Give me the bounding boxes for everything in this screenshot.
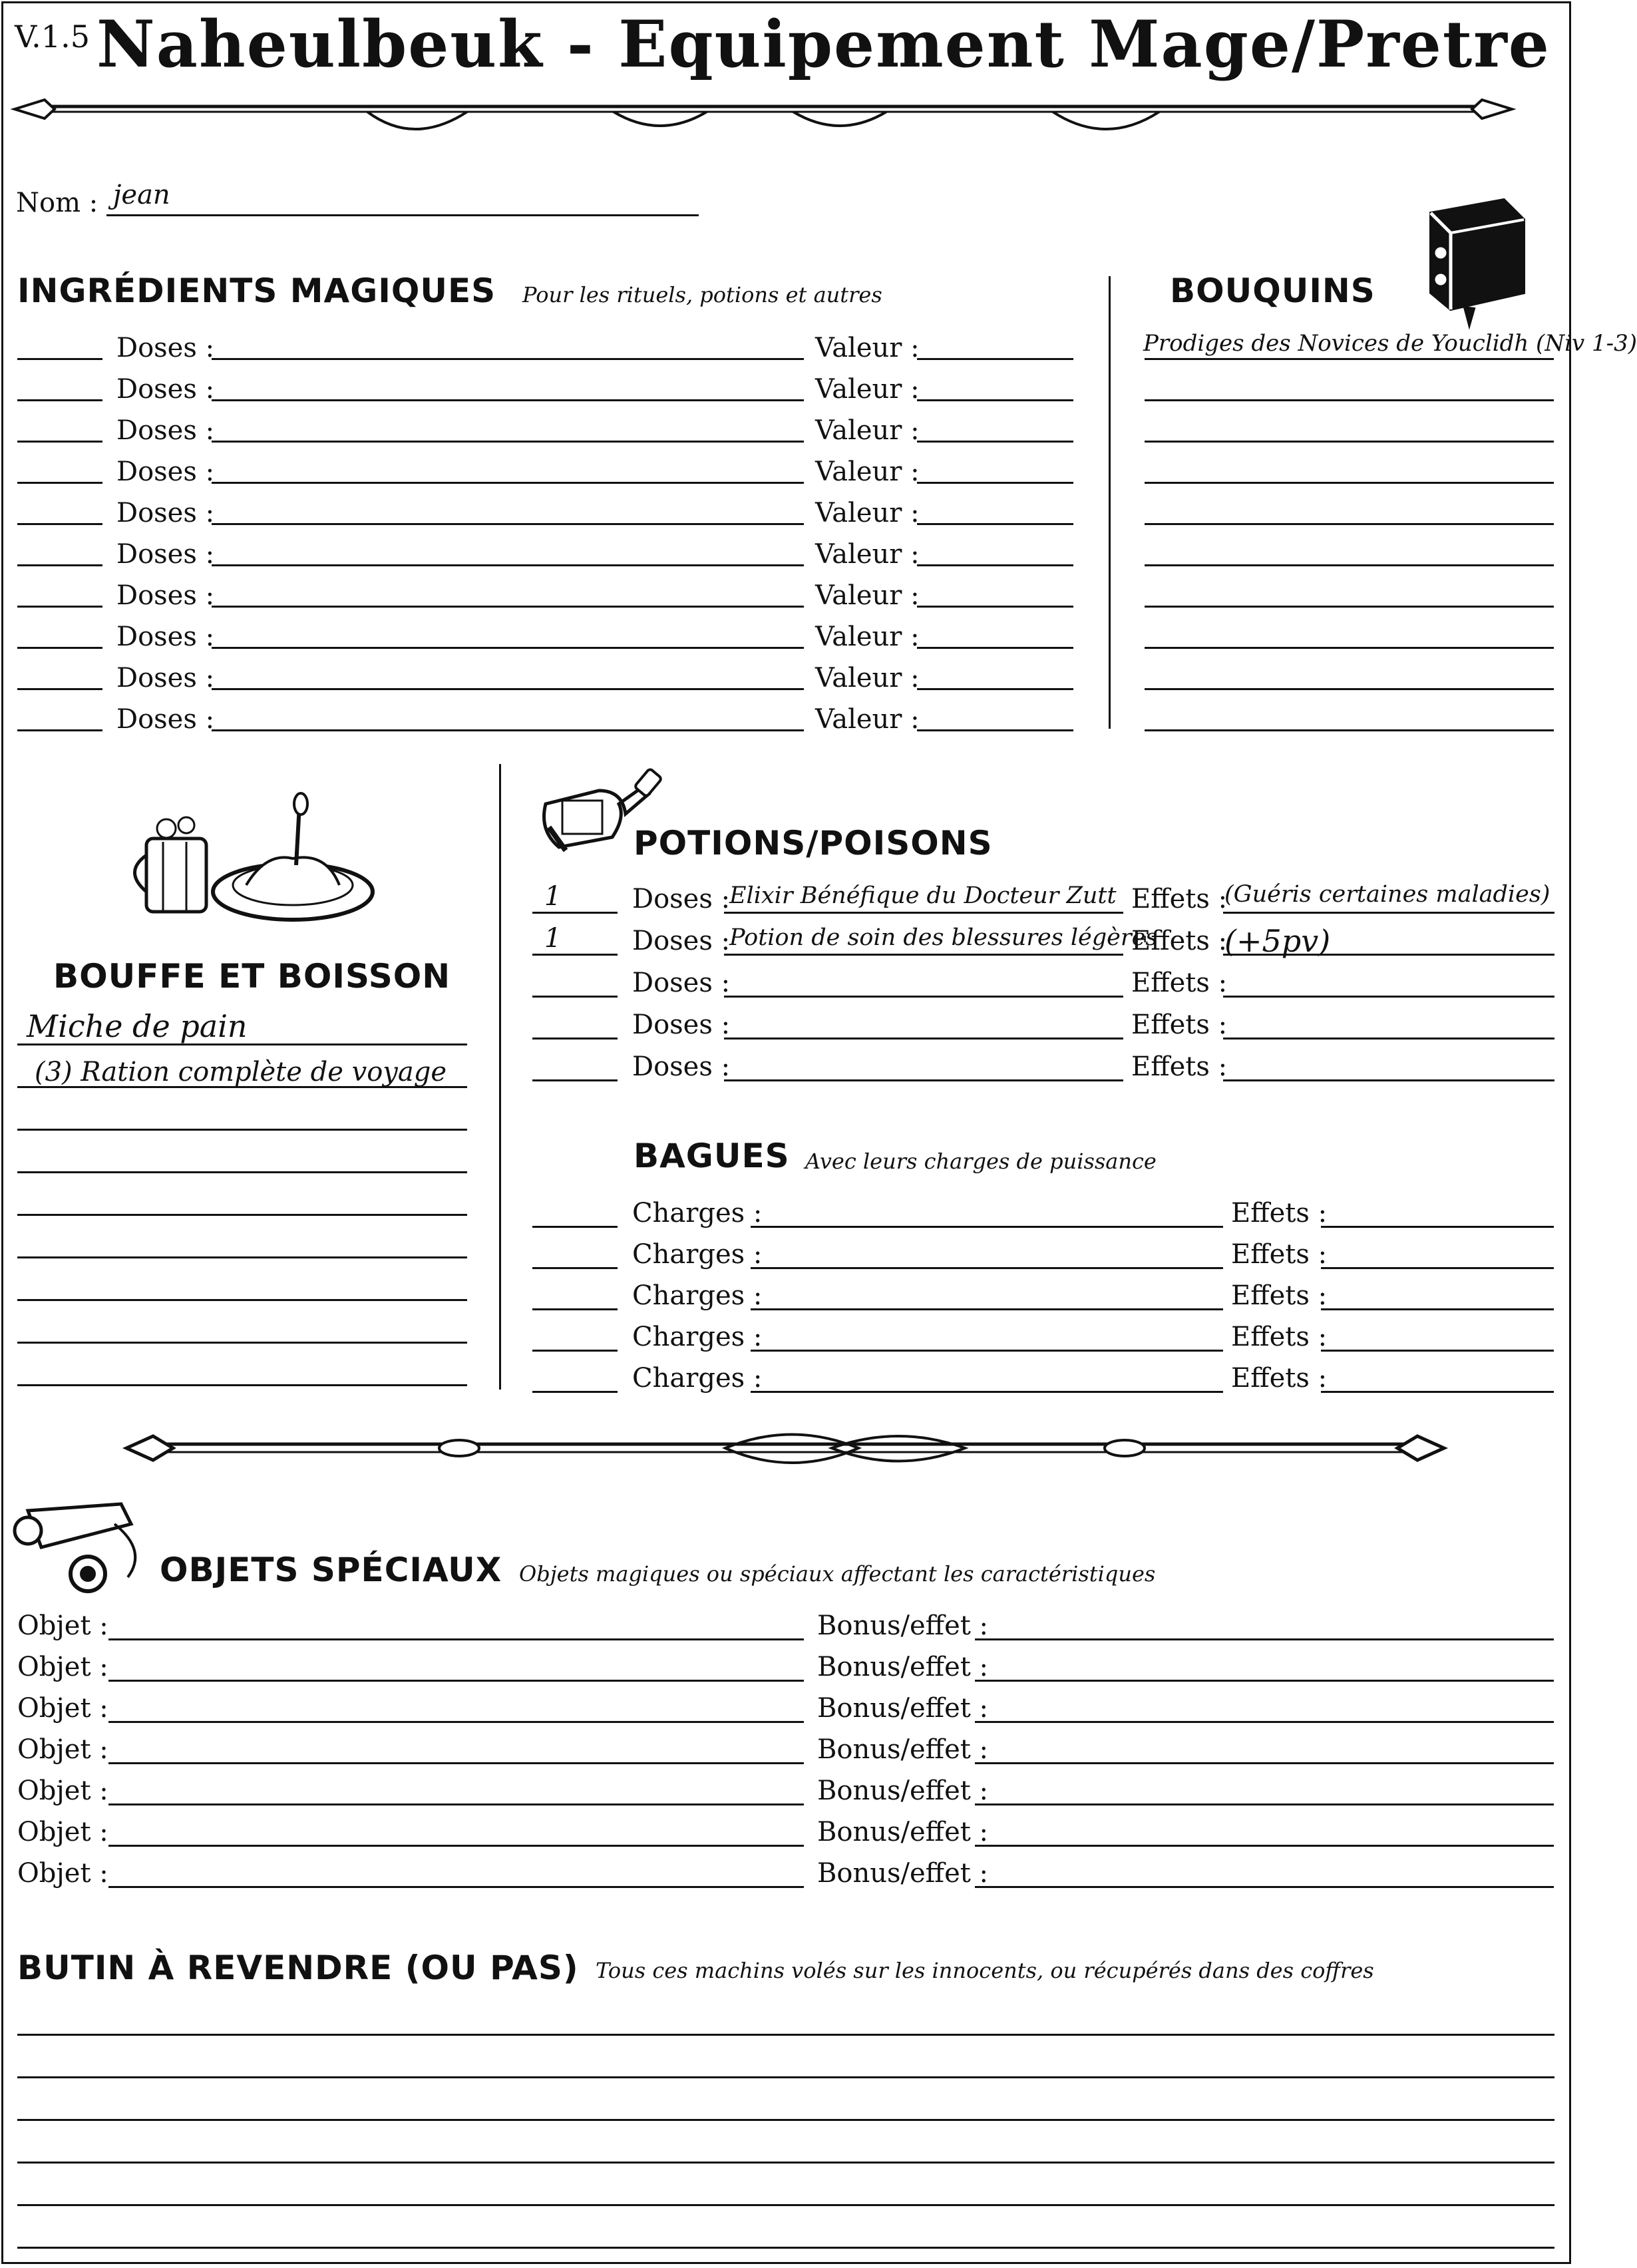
bouquin-line[interactable]: [1145, 688, 1554, 690]
page-title: Naheulbeuk - Equipement Mage/Pretre: [96, 7, 1550, 82]
ingredient-value-label: Valeur :: [815, 374, 920, 405]
special-bonus-label: Bonus/effet :: [817, 1817, 989, 1847]
potion-effect-line[interactable]: [1223, 996, 1554, 998]
food-heading: BOUFFE ET BOISSON: [53, 957, 451, 996]
food-line[interactable]: [17, 1043, 467, 1045]
name-label: Nom :: [16, 188, 98, 218]
food-line[interactable]: [17, 1384, 467, 1386]
potion-effects-label: Effets :: [1131, 884, 1228, 914]
ingredient-doses-label: Doses :: [116, 498, 215, 528]
ring-qty-line[interactable]: [532, 1308, 618, 1310]
food-entry-1[interactable]: Miche de pain: [27, 1008, 248, 1044]
ingredient-doses-label: Doses :: [116, 333, 215, 363]
potion-qty-line[interactable]: [532, 1038, 618, 1040]
ingredient-value-line[interactable]: [917, 647, 1073, 649]
staff-divider-icon: [126, 1424, 1444, 1484]
ingredient-value-line[interactable]: [917, 688, 1073, 690]
potion-name-line[interactable]: [724, 954, 1123, 956]
loot-line[interactable]: [17, 2034, 1554, 2036]
ingredients-heading: INGRÉDIENTS MAGIQUES: [17, 272, 496, 310]
ingredient-qty-line[interactable]: [17, 523, 102, 525]
special-bonus-label: Bonus/effet :: [817, 1693, 989, 1724]
ingredient-doses-label: Doses :: [116, 622, 215, 652]
ring-effect-line[interactable]: [1321, 1226, 1554, 1228]
bouquin-entry-1[interactable]: Prodiges des Novices de Youclidh (Niv 1-3): [1143, 330, 1637, 357]
potion-name-line[interactable]: [724, 912, 1123, 914]
ingredient-qty-line[interactable]: [17, 606, 102, 608]
ingredient-qty-line[interactable]: [17, 358, 102, 360]
special-bonus-line[interactable]: [975, 1886, 1554, 1888]
ring-effects-label: Effets :: [1231, 1363, 1328, 1394]
ring-qty-line[interactable]: [532, 1391, 618, 1393]
version-label: V.1.5: [15, 19, 90, 55]
ingredient-value-label: Valeur :: [815, 704, 920, 735]
potion-effects-label: Effets :: [1131, 1051, 1228, 1082]
ingredient-qty-line[interactable]: [17, 482, 102, 484]
potion-effects-label: Effets :: [1131, 1010, 1228, 1040]
special-bonus-line[interactable]: [975, 1638, 1554, 1640]
ingredient-value-line[interactable]: [917, 358, 1073, 360]
ingredient-qty-line[interactable]: [17, 647, 102, 649]
ring-effect-line[interactable]: [1321, 1267, 1554, 1269]
special-bonus-label: Bonus/effet :: [817, 1776, 989, 1806]
food-line[interactable]: [17, 1086, 467, 1088]
special-bonus-label: Bonus/effet :: [817, 1610, 989, 1641]
loot-heading: BUTIN À REVENDRE (OU PAS): [17, 1949, 579, 1987]
special-bonus-line[interactable]: [975, 1721, 1554, 1723]
ring-charges-line[interactable]: [751, 1308, 1223, 1310]
ingredient-name-line[interactable]: [212, 688, 804, 690]
ingredient-name-line[interactable]: [212, 441, 804, 443]
ring-charges-label: Charges :: [632, 1363, 763, 1394]
potion-effect-line[interactable]: [1223, 912, 1554, 914]
ring-charges-label: Charges :: [632, 1239, 763, 1270]
loot-line[interactable]: [17, 2076, 1554, 2078]
ring-effect-line[interactable]: [1321, 1308, 1554, 1310]
bouquin-line[interactable]: [1145, 441, 1554, 443]
name-field-line[interactable]: [106, 214, 699, 216]
loot-line[interactable]: [17, 2204, 1554, 2206]
ingredient-value-line[interactable]: [917, 606, 1073, 608]
ingredient-name-line[interactable]: [212, 729, 804, 731]
ring-qty-line[interactable]: [532, 1267, 618, 1269]
special-object-line[interactable]: [108, 1845, 804, 1847]
food-line[interactable]: [17, 1256, 467, 1258]
ingredient-qty-line[interactable]: [17, 564, 102, 566]
food-icon: [133, 792, 373, 925]
ingredient-doses-label: Doses :: [116, 704, 215, 735]
ingredient-name-line[interactable]: [212, 564, 804, 566]
food-line[interactable]: [17, 1342, 467, 1344]
ingredient-value-label: Valeur :: [815, 539, 920, 570]
ingredient-value-label: Valeur :: [815, 457, 920, 487]
rings-subtitle: Avec leurs charges de puissance: [805, 1149, 1157, 1174]
potion-qty-line[interactable]: [532, 996, 618, 998]
special-object-label: Objet :: [17, 1734, 108, 1765]
name-value[interactable]: jean: [113, 180, 170, 210]
special-bonus-label: Bonus/effet :: [817, 1652, 989, 1682]
ingredient-qty-line[interactable]: [17, 729, 102, 731]
ingredient-value-line[interactable]: [917, 399, 1073, 401]
ring-charges-label: Charges :: [632, 1280, 763, 1311]
potion-qty[interactable]: 1: [544, 923, 562, 954]
special-object-line[interactable]: [108, 1638, 804, 1640]
ring-charges-line[interactable]: [751, 1350, 1223, 1352]
ingredient-value-label: Valeur :: [815, 498, 920, 528]
ingredient-doses-label: Doses :: [116, 415, 215, 446]
food-line[interactable]: [17, 1214, 467, 1216]
bouquin-line[interactable]: [1145, 564, 1554, 566]
food-line[interactable]: [17, 1129, 467, 1131]
ring-effects-label: Effets :: [1231, 1322, 1328, 1352]
special-heading: OBJETS SPÉCIAUX: [160, 1551, 502, 1589]
bouquin-line[interactable]: [1145, 482, 1554, 484]
potion-effect[interactable]: (Guéris certaines maladies): [1224, 881, 1550, 908]
potion-effect-line[interactable]: [1223, 1079, 1554, 1081]
potion-qty-line[interactable]: [532, 1079, 618, 1081]
ring-charges-label: Charges :: [632, 1198, 763, 1228]
ring-effects-label: Effets :: [1231, 1198, 1328, 1228]
food-line[interactable]: [17, 1299, 467, 1301]
special-object-line[interactable]: [108, 1680, 804, 1682]
ingredient-name-line[interactable]: [212, 358, 804, 360]
ring-effects-label: Effets :: [1231, 1239, 1328, 1270]
spear-divider-icon: [15, 87, 1512, 140]
special-object-line[interactable]: [108, 1721, 804, 1723]
scroll-ring-icon: [15, 1497, 154, 1597]
ingredient-value-line[interactable]: [917, 441, 1073, 443]
special-subtitle: Objets magiques ou spéciaux affectant les caractéristiques: [519, 1561, 1156, 1587]
potion-effect-line[interactable]: [1223, 1038, 1554, 1040]
ingredient-name-line[interactable]: [212, 523, 804, 525]
column-divider: [1109, 276, 1111, 729]
food-divider: [499, 764, 501, 1390]
ingredient-value-label: Valeur :: [815, 622, 920, 652]
special-bonus-line[interactable]: [975, 1762, 1554, 1764]
special-bonus-label: Bonus/effet :: [817, 1858, 989, 1889]
special-object-label: Objet :: [17, 1776, 108, 1806]
bouquin-line[interactable]: [1145, 729, 1554, 731]
ring-effects-label: Effets :: [1231, 1280, 1328, 1311]
loot-line[interactable]: [17, 2162, 1554, 2164]
ingredient-value-line[interactable]: [917, 564, 1073, 566]
ingredient-value-line[interactable]: [917, 523, 1073, 525]
ring-charges-label: Charges :: [632, 1322, 763, 1352]
ring-effect-line[interactable]: [1321, 1350, 1554, 1352]
ingredient-name-line[interactable]: [212, 399, 804, 401]
bouquin-line[interactable]: [1145, 523, 1554, 525]
book-icon: [1417, 193, 1531, 326]
bouquin-line[interactable]: [1145, 358, 1554, 360]
potion-qty[interactable]: 1: [544, 881, 562, 912]
rings-heading: BAGUES: [634, 1137, 790, 1175]
special-object-label: Objet :: [17, 1817, 108, 1847]
ring-qty-line[interactable]: [532, 1350, 618, 1352]
potion-effect[interactable]: (+5pv): [1224, 923, 1331, 959]
ingredient-qty-line[interactable]: [17, 688, 102, 690]
potion-name[interactable]: Potion de soin des blessures légères: [729, 924, 1158, 951]
ingredient-doses-label: Doses :: [116, 663, 215, 693]
potion-doses-label: Doses :: [632, 926, 731, 956]
potion-effects-label: Effets :: [1131, 926, 1228, 956]
special-bonus-line[interactable]: [975, 1680, 1554, 1682]
potion-doses-label: Doses :: [632, 884, 731, 914]
ingredient-qty-line[interactable]: [17, 441, 102, 443]
potion-name-line[interactable]: [724, 1079, 1123, 1081]
ingredient-value-label: Valeur :: [815, 580, 920, 611]
ingredient-value-label: Valeur :: [815, 333, 920, 363]
special-object-label: Objet :: [17, 1652, 108, 1682]
ingredient-name-line[interactable]: [212, 482, 804, 484]
potion-doses-label: Doses :: [632, 1051, 731, 1082]
food-line[interactable]: [17, 1171, 467, 1173]
ingredient-value-label: Valeur :: [815, 415, 920, 446]
ingredient-value-line[interactable]: [917, 482, 1073, 484]
potion-effects-label: Effets :: [1131, 968, 1228, 998]
ingredient-name-line[interactable]: [212, 647, 804, 649]
ingredient-doses-label: Doses :: [116, 374, 215, 405]
ingredient-value-label: Valeur :: [815, 663, 920, 693]
ingredient-value-line[interactable]: [917, 729, 1073, 731]
bouquin-line[interactable]: [1145, 399, 1554, 401]
bouquin-line[interactable]: [1145, 647, 1554, 649]
special-bonus-line[interactable]: [975, 1845, 1554, 1847]
loot-line[interactable]: [17, 2119, 1554, 2121]
ingredient-name-line[interactable]: [212, 606, 804, 608]
bouquins-heading: BOUQUINS: [1170, 272, 1375, 310]
potion-qty-line[interactable]: [532, 954, 618, 956]
ingredient-doses-label: Doses :: [116, 580, 215, 611]
ring-charges-line[interactable]: [751, 1391, 1223, 1393]
ingredient-doses-label: Doses :: [116, 457, 215, 487]
ingredient-doses-label: Doses :: [116, 539, 215, 570]
ring-charges-line[interactable]: [751, 1226, 1223, 1228]
potion-doses-label: Doses :: [632, 1010, 731, 1040]
potion-name-line[interactable]: [724, 1038, 1123, 1040]
potion-doses-label: Doses :: [632, 968, 731, 998]
bouquin-line[interactable]: [1145, 606, 1554, 608]
ring-charges-line[interactable]: [751, 1267, 1223, 1269]
ingredient-qty-line[interactable]: [17, 399, 102, 401]
food-entry-2[interactable]: (3) Ration complète de voyage: [35, 1057, 447, 1087]
special-object-label: Objet :: [17, 1858, 108, 1889]
special-bonus-label: Bonus/effet :: [817, 1734, 989, 1765]
loot-subtitle: Tous ces machins volés sur les innocents, ou récupérés dans des coffres: [596, 1958, 1374, 1983]
ingredients-subtitle: Pour les rituels, potions et autres: [522, 282, 882, 307]
potion-name[interactable]: Elixir Bénéfique du Docteur Zutt: [729, 882, 1117, 909]
potion-name-line[interactable]: [724, 996, 1123, 998]
special-object-label: Objet :: [17, 1610, 108, 1641]
special-bonus-line[interactable]: [975, 1803, 1554, 1805]
special-object-label: Objet :: [17, 1693, 108, 1724]
ring-qty-line[interactable]: [532, 1226, 618, 1228]
special-object-line[interactable]: [108, 1762, 804, 1764]
ring-effect-line[interactable]: [1321, 1391, 1554, 1393]
loot-line[interactable]: [17, 2247, 1554, 2249]
potion-qty-line[interactable]: [532, 912, 618, 914]
potions-heading: POTIONS/POISONS: [634, 824, 993, 862]
special-object-line[interactable]: [108, 1886, 804, 1888]
special-object-line[interactable]: [108, 1803, 804, 1805]
